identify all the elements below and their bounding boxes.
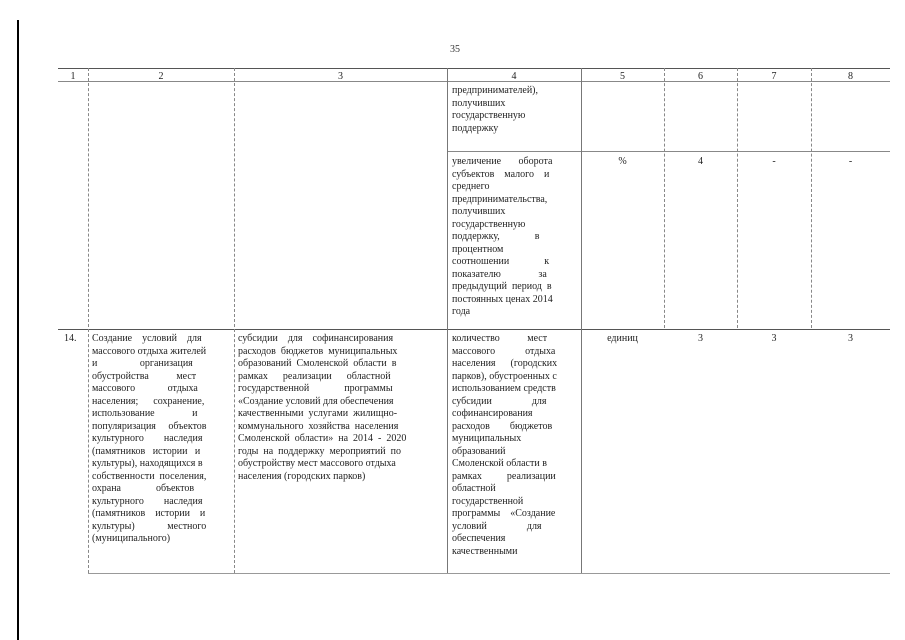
column-header-2: 2 [158,71,164,82]
row14-unit: единиц [607,333,638,344]
column-divider [737,68,738,328]
column-divider [234,68,235,573]
column-divider [664,68,665,328]
column-header-3: 3 [338,71,343,82]
column-header-7: 7 [771,71,777,82]
row14-task-text: Создание условий для массового отдыха жителей и организация обустройства мест массового отдыха населения; сохранение, использование и популяризация объектов культурного наследия (памятников истории и культуры), находящихся в собственности поселения, охрана объектов культурного наследия (памятников истории и культуры) местного (муниципального) [92,333,207,544]
binder-edge-line [17,20,19,640]
column-divider [447,68,448,573]
row14-indicator-text: количество мест массового отдыха населения (городских парков), обустроенных с использованием средств субсидии для софинансирования расходов бюджетов муниципальных образований Смоленской области в рамках реализации областной государственной программы «Создание условий для обеспечения качественными [452,333,558,557]
column-divider [88,68,89,573]
table-bottom-border [88,573,890,574]
column-header-5: 5 [620,71,625,82]
column-header-1: 1 [70,71,76,82]
indicator-text: увеличение оборота субъектов малого и среднего предпринимательства, получивших государственную поддержку, в процентном соотношении к показателю за предыдущий период в постоянных ценах 2014 года [452,156,553,317]
indicator-value-col6: 4 [698,156,703,167]
row14-number: 14. [64,333,77,344]
column-divider [811,68,812,328]
column-header-8: 8 [848,71,853,82]
indicator-value-col8: - [848,156,853,167]
continued-indicator-text: предпринимателей), получивших государственную поддержку [452,85,539,134]
indicator-unit: % [618,156,627,167]
table-top-border [58,68,890,69]
row14-value-col6: 3 [698,333,703,344]
indicator-row-top-border [447,151,890,152]
row14-top-border [58,329,890,330]
indicator-value-col7: - [772,156,776,167]
column-header-4: 4 [511,71,517,82]
row14-measure-text: субсидии для софинансирования расходов бюджетов муниципальных образований Смоленской области в рамках реализации областной государственной программы «Создание условий для обеспечения качественными услугами жилищно- коммунального хозяйства населения Смоленской области» на 2014 - 2020 годы на поддержку мероприятий по обустройству мест массового отдыха населения (городских парков) [238,333,407,482]
column-header-6: 6 [698,71,703,82]
column-divider [581,68,582,573]
page-number: 35 [450,44,460,55]
row14-value-col8: 3 [848,333,853,344]
row14-value-col7: 3 [771,333,777,344]
